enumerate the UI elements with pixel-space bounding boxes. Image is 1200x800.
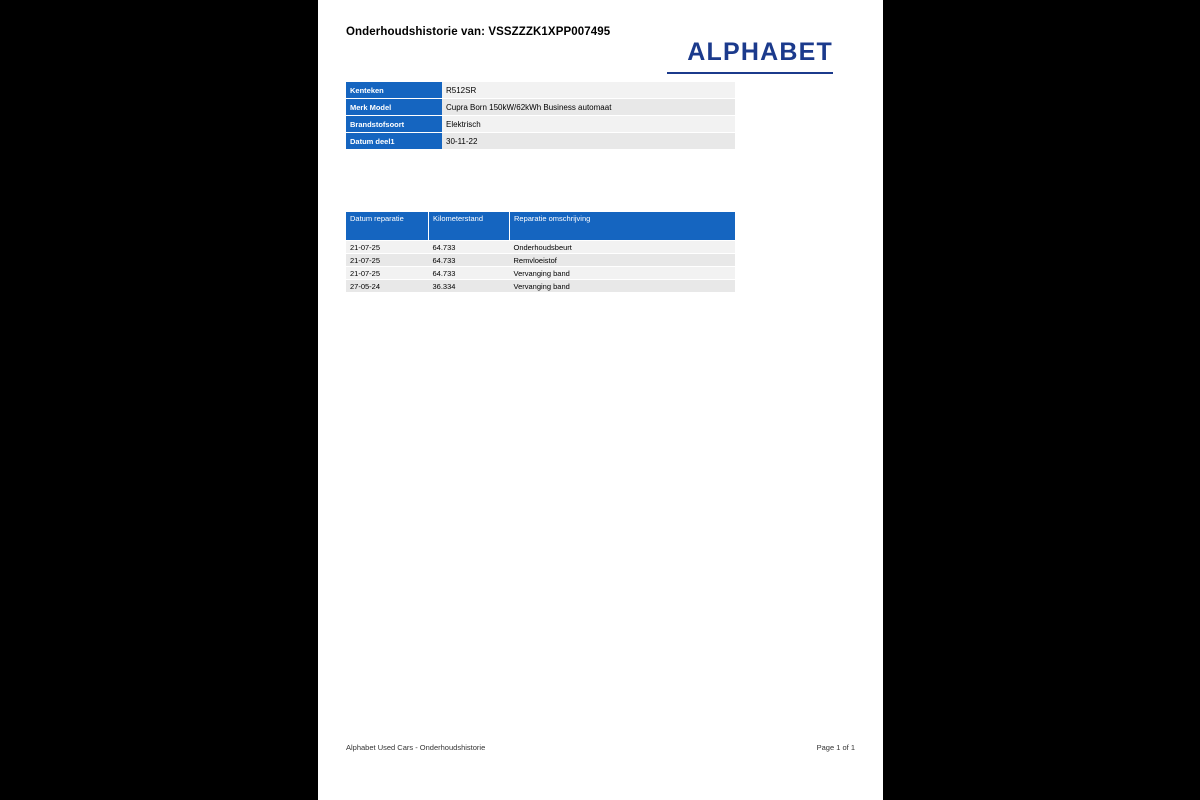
cell-km: 64.733 (429, 267, 510, 280)
column-header-datum-reparatie: Datum reparatie (346, 212, 429, 241)
vehicle-label-merk-model: Merk Model (346, 99, 442, 116)
vehicle-value-datum-deel1: 30-11-22 (442, 133, 735, 150)
cell-date: 21-07-25 (346, 267, 429, 280)
cell-description: Onderhoudsbeurt (510, 241, 736, 254)
cell-km: 36.334 (429, 280, 510, 293)
vehicle-label-brandstofsoort: Brandstofsoort (346, 116, 442, 133)
table-row (346, 267, 735, 280)
table-row (346, 254, 735, 267)
document-page (318, 0, 883, 800)
document-header (346, 22, 861, 66)
cell-km: 64.733 (429, 254, 510, 267)
table-row (346, 82, 735, 99)
cell-description: Vervanging band (510, 267, 736, 280)
table-row (346, 116, 735, 133)
footer-text: Alphabet Used Cars - Onderhoudshistorie (346, 743, 486, 752)
column-header-kilometerstand: Kilometerstand (429, 212, 510, 241)
logo-underline (667, 72, 833, 74)
cell-km: 64.733 (429, 241, 510, 254)
repair-history-table (346, 212, 735, 293)
cell-date: 21-07-25 (346, 254, 429, 267)
table-row (346, 133, 735, 150)
vehicle-value-merk-model: Cupra Born 150kW/62kWh Business automaat (442, 99, 735, 116)
table-row (346, 280, 735, 293)
table-header-row (346, 212, 735, 241)
vehicle-value-kenteken: R512SR (442, 82, 735, 99)
table-row (346, 99, 735, 116)
vehicle-info-table (346, 82, 735, 150)
cell-description: Vervanging band (510, 280, 736, 293)
cell-description: Remvloeistof (510, 254, 736, 267)
cell-date: 27-05-24 (346, 280, 429, 293)
vehicle-value-brandstofsoort: Elektrisch (442, 116, 735, 133)
page-title: Onderhoudshistorie van: VSSZZZK1XPP007495 (346, 26, 611, 38)
table-row (346, 241, 735, 254)
column-header-reparatie-omschrijving: Reparatie omschrijving (510, 212, 736, 241)
cell-date: 21-07-25 (346, 241, 429, 254)
vehicle-label-kenteken: Kenteken (346, 82, 442, 99)
vehicle-label-datum-deel1: Datum deel1 (346, 133, 442, 150)
alphabet-logo: ALPHABET (687, 38, 833, 66)
page-number: Page 1 of 1 (816, 743, 855, 752)
